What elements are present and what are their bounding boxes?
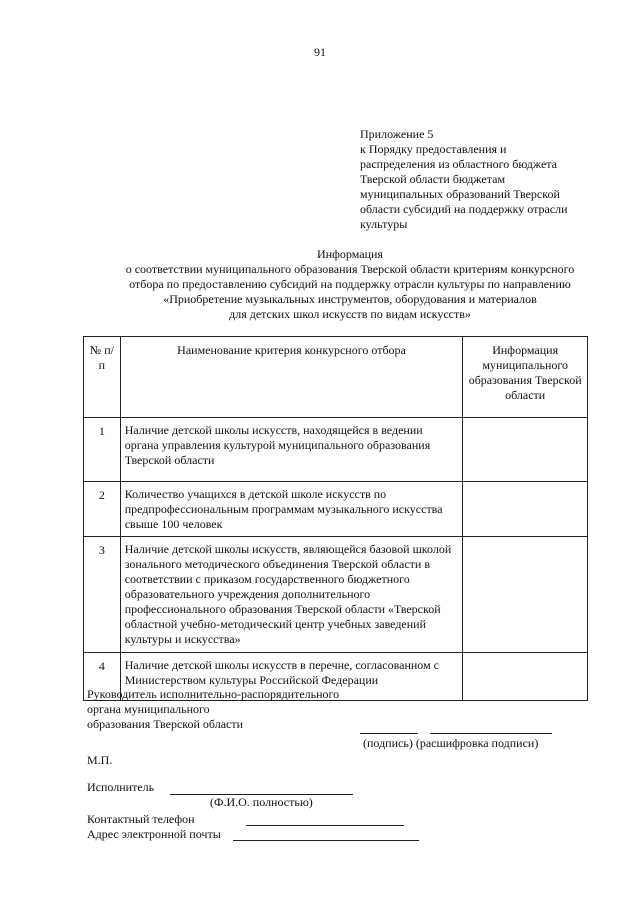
head-signatory bbox=[87, 687, 339, 732]
appendix-line: распределения из областного бюджета bbox=[360, 157, 557, 171]
row-info[interactable] bbox=[463, 418, 588, 482]
appendix-line: культуры bbox=[360, 217, 408, 231]
appendix-line: области субсидий на поддержку отрасли bbox=[360, 202, 568, 216]
title-line: «Приобретение музыкальных инструментов, оборудования и материалов bbox=[163, 292, 537, 306]
header-info: Информация муниципального образования Тверской области bbox=[463, 337, 588, 418]
title-line: Информация bbox=[317, 247, 383, 261]
table-row bbox=[84, 418, 588, 482]
phone-label: Контактный телефон bbox=[87, 812, 195, 826]
document-title bbox=[60, 247, 640, 322]
appendix-line: к Порядку предоставления и bbox=[360, 142, 507, 156]
table-row bbox=[84, 537, 588, 653]
signature-caption: (подпись) (расшифровка подписи) bbox=[363, 736, 539, 750]
row-criterion: Количество учащихся в детской школе искусств по предпрофессиональным программам музыкального искусства свыше 100 человек bbox=[120, 482, 463, 537]
signatory-line: органа муниципального bbox=[87, 702, 210, 716]
row-num: 4 bbox=[84, 653, 121, 701]
seal-place: М.П. bbox=[87, 753, 113, 767]
table-header-row bbox=[84, 337, 588, 418]
row-num: 1 bbox=[84, 418, 121, 482]
table-row bbox=[84, 482, 588, 537]
row-num: 3 bbox=[84, 537, 121, 653]
row-criterion: Наличие детской школы искусств, находящейся в ведении органа управления культурой муниципального образования Тверской области bbox=[120, 418, 463, 482]
title-line: отбора по предоставлению субсидий на поддержку отрасли культуры по направлению bbox=[129, 277, 571, 291]
email-line[interactable] bbox=[233, 840, 419, 841]
appendix-line: Тверской области бюджетам bbox=[360, 172, 506, 186]
page-number: 91 bbox=[314, 45, 326, 59]
title-line: о соответствии муниципального образования Тверской области критериям конкурсного bbox=[125, 262, 575, 276]
phone-line[interactable] bbox=[246, 825, 404, 826]
row-info[interactable] bbox=[463, 482, 588, 537]
appendix-line: муниципальных образований Тверской bbox=[360, 187, 560, 201]
signature-line[interactable] bbox=[360, 733, 418, 734]
title-line: для детских школ искусств по видам искусств» bbox=[229, 307, 471, 321]
row-criterion: Наличие детской школы искусств в перечне, согласованном с Министерством культуры Российской Федерации bbox=[120, 653, 463, 701]
email-label: Адрес электронной почты bbox=[87, 827, 221, 841]
appendix-line: Приложение 5 bbox=[360, 127, 434, 141]
row-num: 2 bbox=[84, 482, 121, 537]
header-num: № п/п bbox=[84, 337, 121, 418]
header-criterion: Наименование критерия конкурсного отбора bbox=[120, 337, 463, 418]
row-criterion: Наличие детской школы искусств, являющейся базовой школой зонального методического объединения Тверской области в соответствии с приказом государственного бюджетного образовательного учреждения дополнительного профессионального образования Тверской области «Тверской областной учебно-методический центр учебных заведений культуры и искусства» bbox=[120, 537, 463, 653]
row-info[interactable] bbox=[463, 653, 588, 701]
row-info[interactable] bbox=[463, 537, 588, 653]
signatory-line: Руководитель исполнительно-распорядительного bbox=[87, 687, 340, 701]
fio-caption: (Ф.И.О. полностью) bbox=[210, 795, 313, 809]
executor-label: Исполнитель bbox=[87, 780, 155, 794]
signature-decoding-line[interactable] bbox=[430, 733, 552, 734]
signatory-line: образования Тверской области bbox=[87, 717, 244, 731]
criteria-table bbox=[83, 336, 588, 701]
appendix-note bbox=[360, 127, 600, 232]
